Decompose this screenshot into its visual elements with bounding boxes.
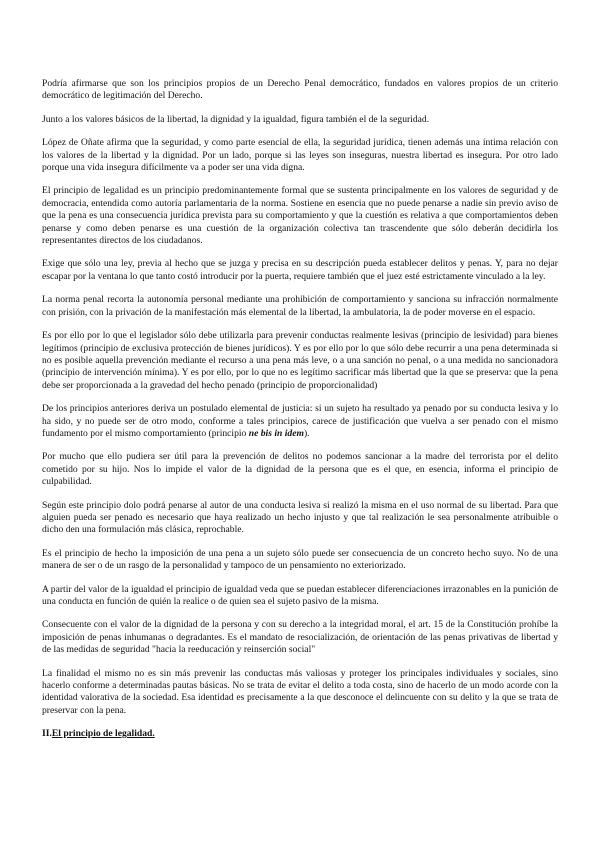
paragraph: Podría afirmarse que son los principios propios de un Derecho Penal democrático, fundados en valores propios de un criterio democrático de legitimación del Derecho. xyxy=(42,78,558,102)
paragraph: Consecuente con el valor de la dignidad de la persona y con su derecho a la integridad moral, el art. 15 de la Constitución prohíbe la imposición de penas inhumanas o degradantes. Es el mandato de resocialización, de orientación de las penas privativas de libertad y de las medidas de seguridad "hacia la reeducación y reinserción social" xyxy=(42,619,558,656)
paragraph-text: ). xyxy=(303,427,310,439)
section-heading xyxy=(42,728,558,740)
paragraph-text: De los principios anteriores deriva un postulado elemental de justicia: si un sujeto ha resultado ya penado por su conducta lesiva y lo ha sido, y no puede ser de otro modo, conforme a tales principios, carece de justificación que vuelva a ser penado con el mismo fundamento por el mismo comportamiento (principio xyxy=(42,403,558,439)
section-number: II. xyxy=(42,728,52,740)
paragraph: Exige que sólo una ley, previa al hecho que se juzga y precisa en su descripción pueda establecer delitos y penas. Y, para no dejar escapar por la ventana lo que tanto costó introducir por la puerta, requiere también que el juez esté estrictamente vinculado a la ley. xyxy=(42,258,558,282)
paragraph: La finalidad el mismo no es sin más prevenir las conductas más valiosas y proteger los principales individuales y sociales, sino hacerlo conforme a determinadas pautas básicas. No se trata de evitar el delito a toda costa, sino de hacerlo de un modo acorde con la identidad valorativa de la sociedad. Esa identidad es precisamente a la que desconoce el delincuente con su delito y la que se trata de preservar con la pena. xyxy=(42,667,558,716)
document-body xyxy=(42,78,558,752)
paragraph: Es por ello por lo que el legislador sólo debe utilizarla para prevenir conductas realmente lesivas (principio de lesividad) para bienes legítimos (principio de exclusiva protección de bienes jurídicos). Y es por ello por lo que sólo debe recurrir a una pena determinada si no es posible aquella prevención mediante el recurso a una pena más leve, o a una sanción no penal, o a una medida no sancionadora (principio de intervención mínima). Y es por ello, por lo que no es legítimo sacrificar más libertad que la que se preserva: que la pena debe ser proporcionada a la gravedad del hecho penado (principio de proporcionalidad) xyxy=(42,330,558,391)
paragraph: A partir del valor de la igualdad el principio de igualdad veda que se puedan establecer diferenciaciones irrazonables en la punición de una conducta en función de quién la realice o de quien sea el sujeto pasivo de la misma. xyxy=(42,583,558,607)
paragraph-ne-bis-in-idem xyxy=(42,403,558,440)
latin-term: ne bis in idem xyxy=(248,427,304,439)
paragraph: Es el principio de hecho la imposición de una pena a un sujeto sólo puede ser consecuencia de un concreto hecho suyo. No de una manera de ser o de un rasgo de la personalidad y tampoco de un pensamiento no exteriorizado. xyxy=(42,547,558,572)
section-title: El principio de legalidad. xyxy=(51,728,155,740)
paragraph: Junto a los valores básicos de la libertad, la dignidad y la igualdad, figura también el de la seguridad. xyxy=(42,113,430,125)
paragraph: Según este principio dolo podrá penarse al autor de una conducta lesiva si realizó la misma en el uso normal de su libertad. Para que alguien pueda ser penado es necesario que haya realizado un hecho injusto y que tal realización le sea personalmente atribuible o dicho den una formulación más clásica, reprochable. xyxy=(42,499,558,536)
paragraph: López de Oñate afirma que la seguridad, y como parte esencial de ella, la seguridad jurídica, tienen además una íntima relación con los valores de la libertad y la dignidad. Por un lado, porque si las leyes son inseguras, nuestra libertad es insegura. Por otro lado porque una vida insegura difícilmente va a poder ser una vida digna. xyxy=(42,137,558,174)
paragraph: La norma penal recorta la autonomía personal mediante una prohibición de comportamiento y sanciona su infracción normalmente con prisión, con la privación de la manifestación más elemental de la libertad, la ambulatoria, la de poder moverse en el espacio. xyxy=(42,294,558,318)
paragraph: Por mucho que ello pudiera ser útil para la prevención de delitos no podemos sancionar a la madre del terrorista por el delito cometido por su hijo. Nos lo impide el valor de la dignidad de la persona que es el que, en esencia, informa el principio de culpabilidad. xyxy=(42,451,558,488)
paragraph: El principio de legalidad es un principio predominantemente formal que se sustenta principalmente en los valores de seguridad y de democracia, entendida como autoría parlamentaria de la norma. Sostiene en esencia que no puede penarse a nadie sin previo aviso de que la pena es una consecuencia jurídica prevista para su comportamiento y que la cuestión es relativa a que comportamientos deben penarse y como deben penarse es una cuestión de la organización colectiva tan trascendente que sólo deberán decidirla los representantes directos de los ciudadanos. xyxy=(42,185,558,247)
